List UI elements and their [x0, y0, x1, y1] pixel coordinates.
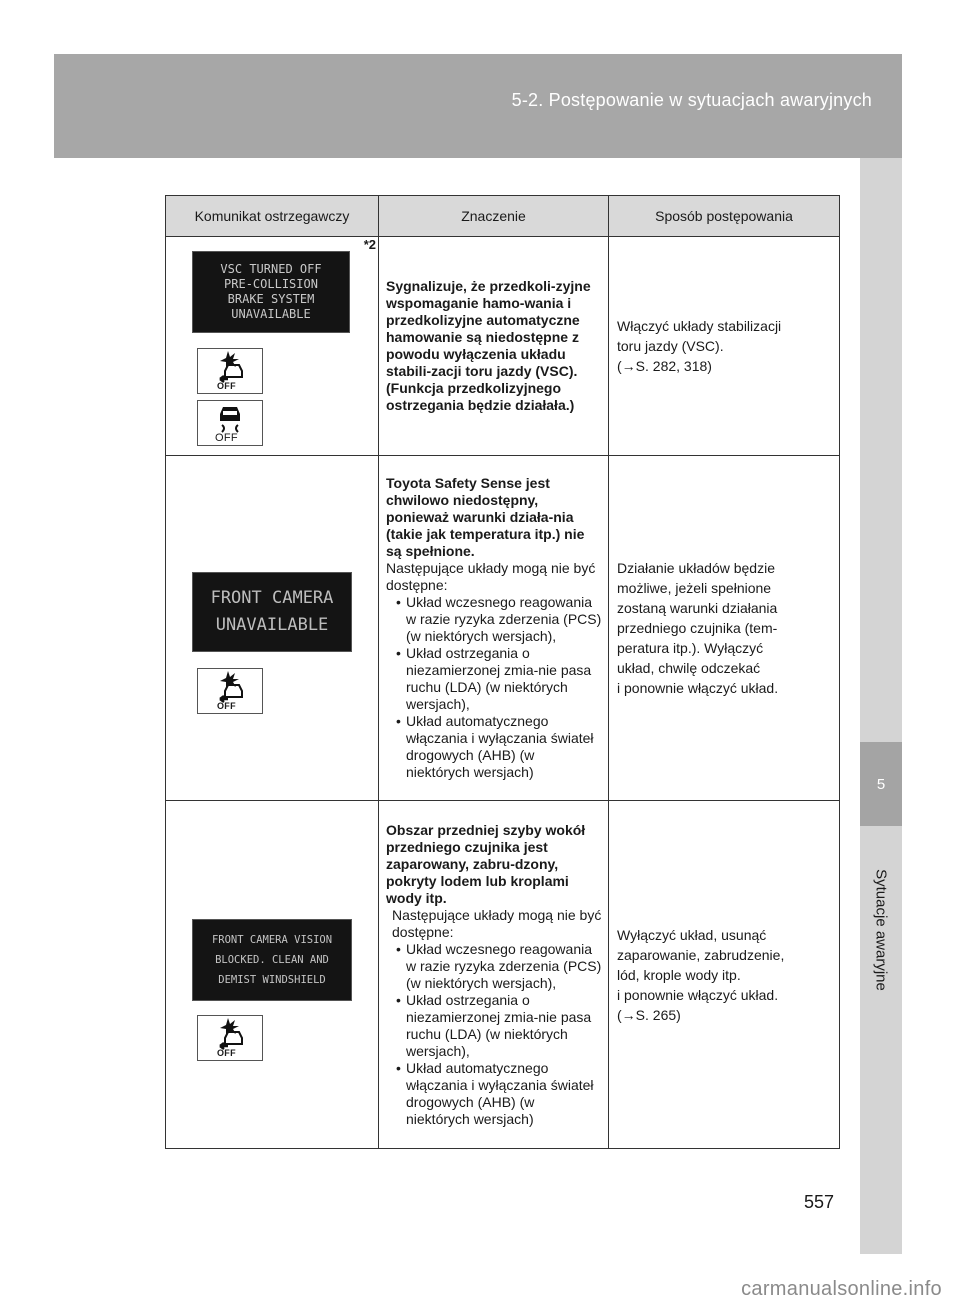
vsc-off-icon: [197, 400, 263, 446]
off-label: OFF: [217, 381, 236, 391]
warning-message-cell: [166, 801, 379, 1149]
warning-message-cell: [166, 456, 379, 801]
meaning-text: Sygnalizuje, że przedkoli-zyjne wspomaganie hamo-wania i przedkolizyjne automatyczne hamowanie są niedostępne z powodu wyłączenia układu stabili-zacji toru jazdy (VSC). (Funkcja przedkolizyjnego ostrzegania będzie działała.): [386, 278, 591, 413]
action-line: przedniego czujnika (tem-: [617, 620, 778, 636]
chapter-label: Sytuacje awaryjne: [872, 869, 890, 991]
side-strip: [860, 158, 902, 1254]
table-row: [166, 237, 840, 456]
display-line: UNAVAILABLE: [215, 615, 329, 635]
meaning-cell: [379, 456, 609, 801]
display-line: BRAKE SYSTEM: [227, 292, 315, 306]
action-line: i ponownie włączyć układ.: [617, 986, 779, 1003]
list-item: • Układ automatycznego włączania i wyłączania świateł drogowych (AHB) (w niektórych wersjach): [386, 1060, 602, 1128]
column-header: Znaczenie: [379, 196, 609, 237]
column-header: Sposób postępowania: [609, 196, 840, 237]
page-number: 557: [803, 1192, 834, 1212]
display-screen-camera-blocked: [192, 919, 352, 1001]
action-line: zaparowanie, zabrudzenie,: [617, 946, 785, 963]
display-line: VSC TURNED OFF: [220, 262, 322, 276]
action-line: możliwe, jeżeli spełnione: [617, 580, 772, 596]
action-cell: [609, 801, 840, 1149]
action-cell: [609, 456, 840, 801]
display-line: UNAVAILABLE: [231, 307, 311, 321]
list-item: • Układ ostrzegania o niezamierzonej zmia-nie pasa ruchu (LDA) (w niektórych wersjach),: [386, 992, 602, 1060]
table-header-row: [166, 196, 840, 237]
off-label: OFF: [217, 701, 236, 711]
warning-messages-table: [165, 195, 840, 1149]
meaning-text: Obszar przedniej szyby wokół przedniego czujnika jest zaparowany, zabru-dzony, pokryty lodem lub kroplami wody itp.: [386, 821, 586, 906]
action-line: Wyłączyć układ, usunąć: [617, 926, 767, 943]
affected-systems-list: [386, 594, 602, 781]
off-label: OFF: [217, 1048, 236, 1058]
action-line: (→S. 282, 318): [617, 358, 712, 374]
action-line: (→S. 265): [617, 1006, 681, 1023]
display-screen-front-camera: [192, 572, 352, 652]
header-band: [54, 54, 902, 158]
watermark[interactable]: carmanualsonline.info: [741, 1278, 942, 1300]
action-line: Działanie układów będzie: [617, 560, 775, 576]
list-item: • Układ wczesnego reagowania w razie ryzyka zderzenia (PCS) (w niektórych wersjach),: [386, 594, 602, 645]
list-item: • Układ ostrzegania o niezamierzonej zmia-nie pasa ruchu (LDA) (w niektórych wersjach),: [386, 645, 602, 713]
display-line: FRONT CAMERA VISION: [211, 934, 333, 946]
meaning-text: Toyota Safety Sense jest chwilowo niedostępny, ponieważ warunki działa-nia (takie jak temperatura itp.) nie są spełnione.: [386, 475, 585, 559]
column-header: Komunikat ostrzegawczy: [166, 196, 379, 237]
pcs-off-icon: [197, 348, 263, 394]
warning-message-cell: [166, 237, 379, 456]
action-line: zostaną warunki działania: [617, 600, 778, 616]
section-title: 5-2. Postępowanie w sytuacjach awaryjnych: [511, 90, 872, 110]
pcs-off-icon: [197, 668, 263, 714]
action-line: lód, krople wody itp.: [617, 966, 741, 983]
meaning-cell: [379, 801, 609, 1149]
display-line: DEMIST WINDSHIELD: [218, 974, 326, 986]
footnote-marker: *2: [363, 237, 376, 252]
action-line: układ, chwilę odczekać: [617, 660, 761, 676]
list-item: • Układ automatycznego włączania i wyłączania świateł drogowych (AHB) (w niektórych wersjach): [386, 713, 602, 781]
chapter-tab[interactable]: 5: [860, 742, 902, 826]
pcs-off-icon: [197, 1015, 263, 1061]
affected-systems-list: [386, 941, 602, 1128]
display-line: PRE-COLLISION: [224, 277, 318, 291]
meaning-intro: Następujące układy mogą nie być dostępne:: [392, 906, 602, 940]
action-line: i ponownie włączyć układ.: [617, 680, 779, 696]
meaning-intro: Następujące układy mogą nie być dostępne:: [386, 560, 596, 593]
display-screen-vsc-off: [192, 251, 350, 333]
display-line: BLOCKED. CLEAN AND: [215, 954, 329, 966]
action-line: peratura itp.). Wyłączyć: [617, 640, 764, 656]
off-label: OFF: [215, 432, 238, 444]
display-line: FRONT CAMERA: [210, 588, 334, 608]
action-cell: [609, 237, 840, 456]
list-item: • Układ wczesnego reagowania w razie ryzyka zderzenia (PCS) (w niektórych wersjach),: [386, 941, 602, 992]
meaning-cell: [379, 237, 609, 456]
table-row: [166, 456, 840, 801]
action-line: Włączyć układy stabilizacji: [617, 318, 782, 334]
table-row: [166, 801, 840, 1149]
action-line: toru jazdy (VSC).: [617, 338, 724, 354]
